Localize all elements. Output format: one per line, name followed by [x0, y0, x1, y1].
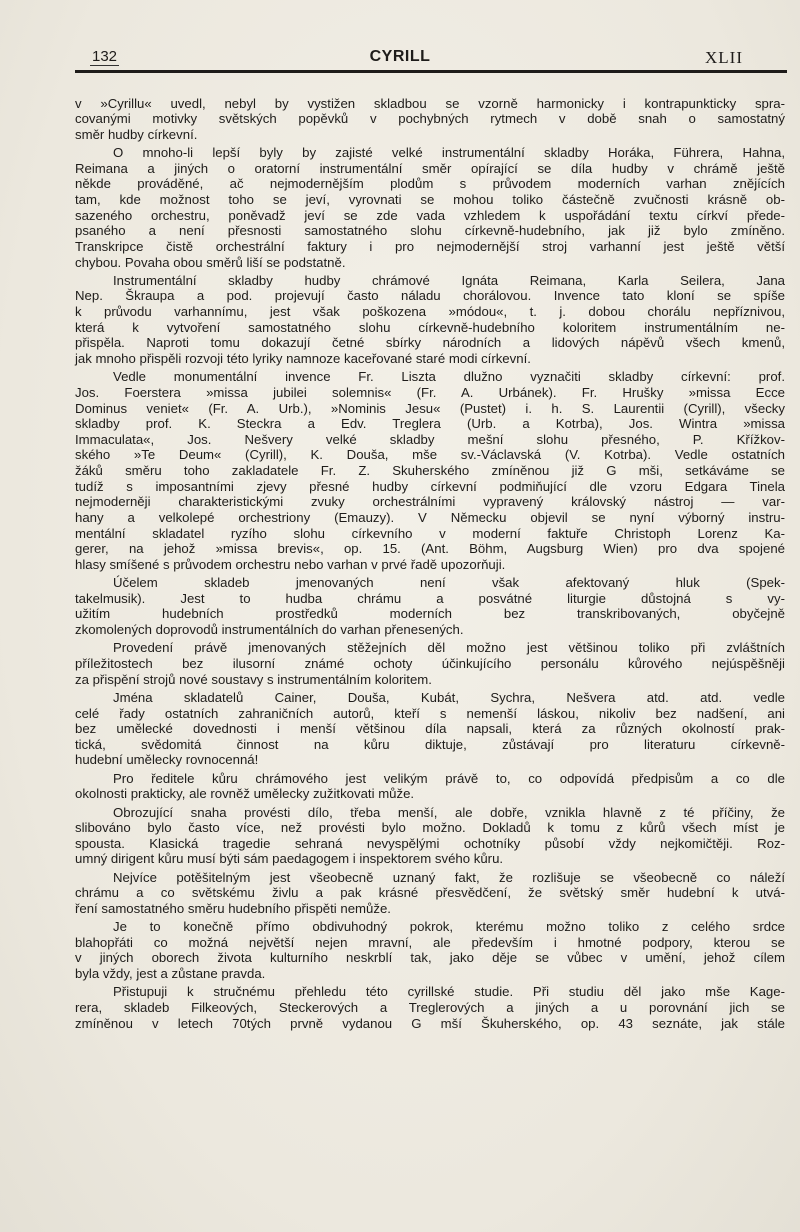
paragraph	[75, 273, 785, 367]
text-line: zmíněnou v letech 70tých prvně vydanou G mší Škuherského, op. 43 seznáte, jak stále	[75, 1015, 785, 1031]
text-line: jak mnoho přispěli rozvoji této lyriky namnoze kaceřované staré modi církevní.	[75, 351, 531, 367]
paragraph	[75, 369, 785, 572]
paragraph	[75, 690, 785, 768]
text-line: hany a velkolepé orchestriony (Emauzy). V Německu objevil se nyní výborný instru-	[75, 510, 785, 526]
paragraph	[75, 96, 785, 143]
text-line: tická, svědomitá činnost na kůru diktuje, zůstávají pro literaturu církevně-	[75, 736, 785, 752]
paragraph	[75, 145, 785, 270]
text-line: v »Cyrillu« uvedl, nebyl by vystižen skladbou se vzorně harmonicky i kontrapunkticky spra-	[75, 95, 785, 111]
text-line: v jiných oborech života kulturního neskrblí tak, jako děje se vůbec v umění, jehož cílem	[75, 950, 785, 966]
text-line: psaného a není přesnosti samostatného slohu církevně-hudebního, jak již bylo zmíněno.	[75, 223, 785, 239]
text-line: Immaculata«, Jos. Nešvery velké skladby mešní slohu přesného, P. Křížkov-	[75, 431, 785, 447]
text-line: skladby prof. K. Steckra a Edv. Treglera (Urb. a Kotrba), Jos. Wintra »missa	[75, 416, 785, 432]
text-line: tudíž s imposantními zjevy přesné hudby církevní podmiňující dle vzoru Edgara Tinela	[75, 478, 785, 494]
text-line: chrámu a co světskému živlu a pak krásné přesvědčení, že světský směr hudební k utvá-	[75, 885, 785, 901]
running-title: CYRILL	[369, 48, 431, 65]
text-line: Jména skladatelů Cainer, Douša, Kubát, Sychra, Nešvera atd. atd. vedle	[113, 689, 785, 705]
text-line: spousta. Klasická tragedie sehraná nevyspělými ochotníky působí vždy nejkomičtěji. Roz-	[75, 835, 785, 851]
text-line: rera, skladeb Filkeových, Steckerových a Treglerových a jiných a u porovnání jich se	[75, 1000, 785, 1015]
text-line: bez umělecké dovednosti i menší většinou díla napsali, která za různých okolností prak-	[75, 721, 785, 737]
text-line: Jos. Foerstera »missa jubilei solemnis« (Fr. A. Urbánek). Fr. Hrušky »missa Ecce	[75, 384, 785, 400]
text-line: tam, kde možnost toho se jeví, vyrovnati se mohou toliko částečně zvučnosti krásně ob-	[75, 192, 785, 208]
text-line: slibováno bylo často více, než provésti bylo možno. Dokladů k tomu z kůrů všech míst je	[75, 820, 785, 836]
text-line: byla vždy, jest a zůstane pravda.	[75, 966, 266, 982]
text-line: okolnosti prakticky, ale rovněž umělecky zužitkovati může.	[75, 786, 415, 802]
text-line: nejmoderněji charakteristickými zvuky orchestrálními vypravený královský nástroj — var-	[75, 494, 785, 510]
page-number: 132	[92, 48, 118, 65]
text-line: zkomolených doprovodů instrumentálních do varhan přenesených.	[75, 622, 464, 638]
paragraph	[75, 805, 785, 868]
text-line: Dominus veniet« (Fr. A. Urb.), »Nominis Jesu« (Pustet) i. h. S. Laurentii (Cyrill), všecky	[75, 400, 785, 416]
paragraph	[75, 870, 785, 917]
text-line: Přistupuji k stručnému přehledu této cyrillské studie. Při studiu děl jako mše Kage-	[113, 984, 785, 1000]
text-line: někde prováděné, ač nejmodernějším plodům s průvodem moderních varhan znějících	[75, 176, 785, 192]
paragraph	[75, 640, 785, 687]
text-line: blahopřáti co možná největší nejen mravní, ale především i hmotné podpory, kterou se	[75, 934, 785, 950]
text-line: mentální skladatel ryzího slohu církevního v moderní faktuře Christoph Lorenz Ka-	[75, 525, 785, 541]
text-line: Reimana a jiných o oratorní instrumentální směr opírající se díla hudby v chrámě ještě	[75, 160, 785, 176]
text-line: Instrumentální skladby hudby chrámové Ignáta Reimana, Karla Seilera, Jana	[113, 272, 785, 288]
paragraph	[75, 919, 785, 982]
text-line: směr hudby církevní.	[75, 126, 198, 142]
header-rule	[75, 70, 787, 73]
text-line: hudební umělecky rovnocenná!	[75, 752, 259, 768]
text-line: příležitostech bez ilusorní známé ochoty účinkujícího personálu kůrového nejúspěšněji	[75, 655, 785, 671]
text-line: ření samostatného směru hudebního přispěti nemůže.	[75, 900, 391, 916]
text-line: Obrozující snaha provésti dílo, třeba menší, ale dobře, vznikla hlavně z té příčiny, že	[113, 804, 785, 820]
text-line: Provedení právě jmenovaných stěžejních děl možno jest většinou toliko při zvláštních	[113, 640, 785, 656]
text-line: přispěla. Naproti tomu dokazují četné sbírky národních a lidových nápěvů všech kmenů,	[75, 335, 785, 351]
text-line: chybou. Povaha obou směrů liší se podstatně.	[75, 254, 346, 270]
text-line: za přispění strojů nové soustavy s instrumentálním koloritem.	[75, 671, 432, 687]
paragraph	[75, 575, 785, 638]
text-line: Nejvíce potěšitelným jest všeobecně uznaný fakt, že rozlišuje se všeobecně co náleží	[113, 869, 785, 885]
text-line: k průvodu varhannímu, jest však poškozena »módou«, t. j. dobou chorálu nepříznivou,	[75, 304, 785, 320]
article-body	[75, 93, 785, 1031]
text-line: žáků směru toho zakladatele Fr. Z. Skuherského zmíněnou již G mši, setkáváme se	[75, 463, 785, 479]
volume-number: XLII	[705, 48, 743, 67]
text-line: užitím hudebních prostředků moderních bez transkribovaných, obyčejně	[75, 606, 785, 622]
paragraph	[75, 984, 785, 1031]
text-line: Nep. Škraupa a pod. projevují často náladu chorálovou. Invence tato kloní se spíše	[75, 288, 785, 304]
text-line: ského »Te Deum« (Cyrill), K. Douša, mše sv.-Václavská (V. Kotrba). Vedle ostatních	[75, 447, 785, 463]
text-line: Je to konečně přímo obdivuhodný pokrok, kterému možno toliko z celého srdce	[113, 919, 785, 935]
text-line: celé řady ostatních zahraničních autorů, kteří s nemenší láskou, nikoliv bez nadšení, ani	[75, 705, 785, 721]
text-line: takelmusik). Jest to hudba chrámu a posvátné liturgie důstojná s vy-	[75, 590, 785, 606]
text-line: umný dirigent kůru musí býti sám paedagogem i inspektorem svého kůru.	[75, 851, 504, 867]
paragraph	[75, 771, 785, 802]
text-line: která k vytvoření samostatného slohu církevně-hudebního koloritem instrumentálním ne-	[75, 319, 785, 335]
text-line: Pro ředitele kůru chrámového jest velikým právě to, co odpovídá předpisům a co dle	[113, 770, 785, 786]
text-line: Transkripce čistě orchestrální faktury i pro nejmodernější stroj varhanní jest ještě větší	[75, 238, 785, 254]
text-line: Vedle monumentální invence Fr. Liszta dlužno vyznačiti skladby církevní: prof.	[113, 369, 785, 385]
text-line: covanými motivky světských popěvků v pochybných rytmech v době snah o samostatný	[75, 111, 785, 127]
text-line: sazeného orchestru, poněvadž jeví se zde vada vzhledem k uspořádání textu církví přede-	[75, 207, 785, 223]
text-line: Účelem skladeb jmenovaných není však afektovaný hluk (Spek-	[113, 575, 785, 591]
text-line: hlasy smíšené s průvodem orchestru nebo varhan v prvé řadě upozorňuji.	[75, 556, 506, 572]
text-line: O mnoho-li lepší byly by zajisté velké instrumentální skladby Horáka, Führera, Hahna,	[113, 145, 785, 161]
text-line: gerer, na jehož »missa brevis«, op. 15. (Ant. Böhm, Augsburg Wien) pro dva spojené	[75, 541, 785, 557]
